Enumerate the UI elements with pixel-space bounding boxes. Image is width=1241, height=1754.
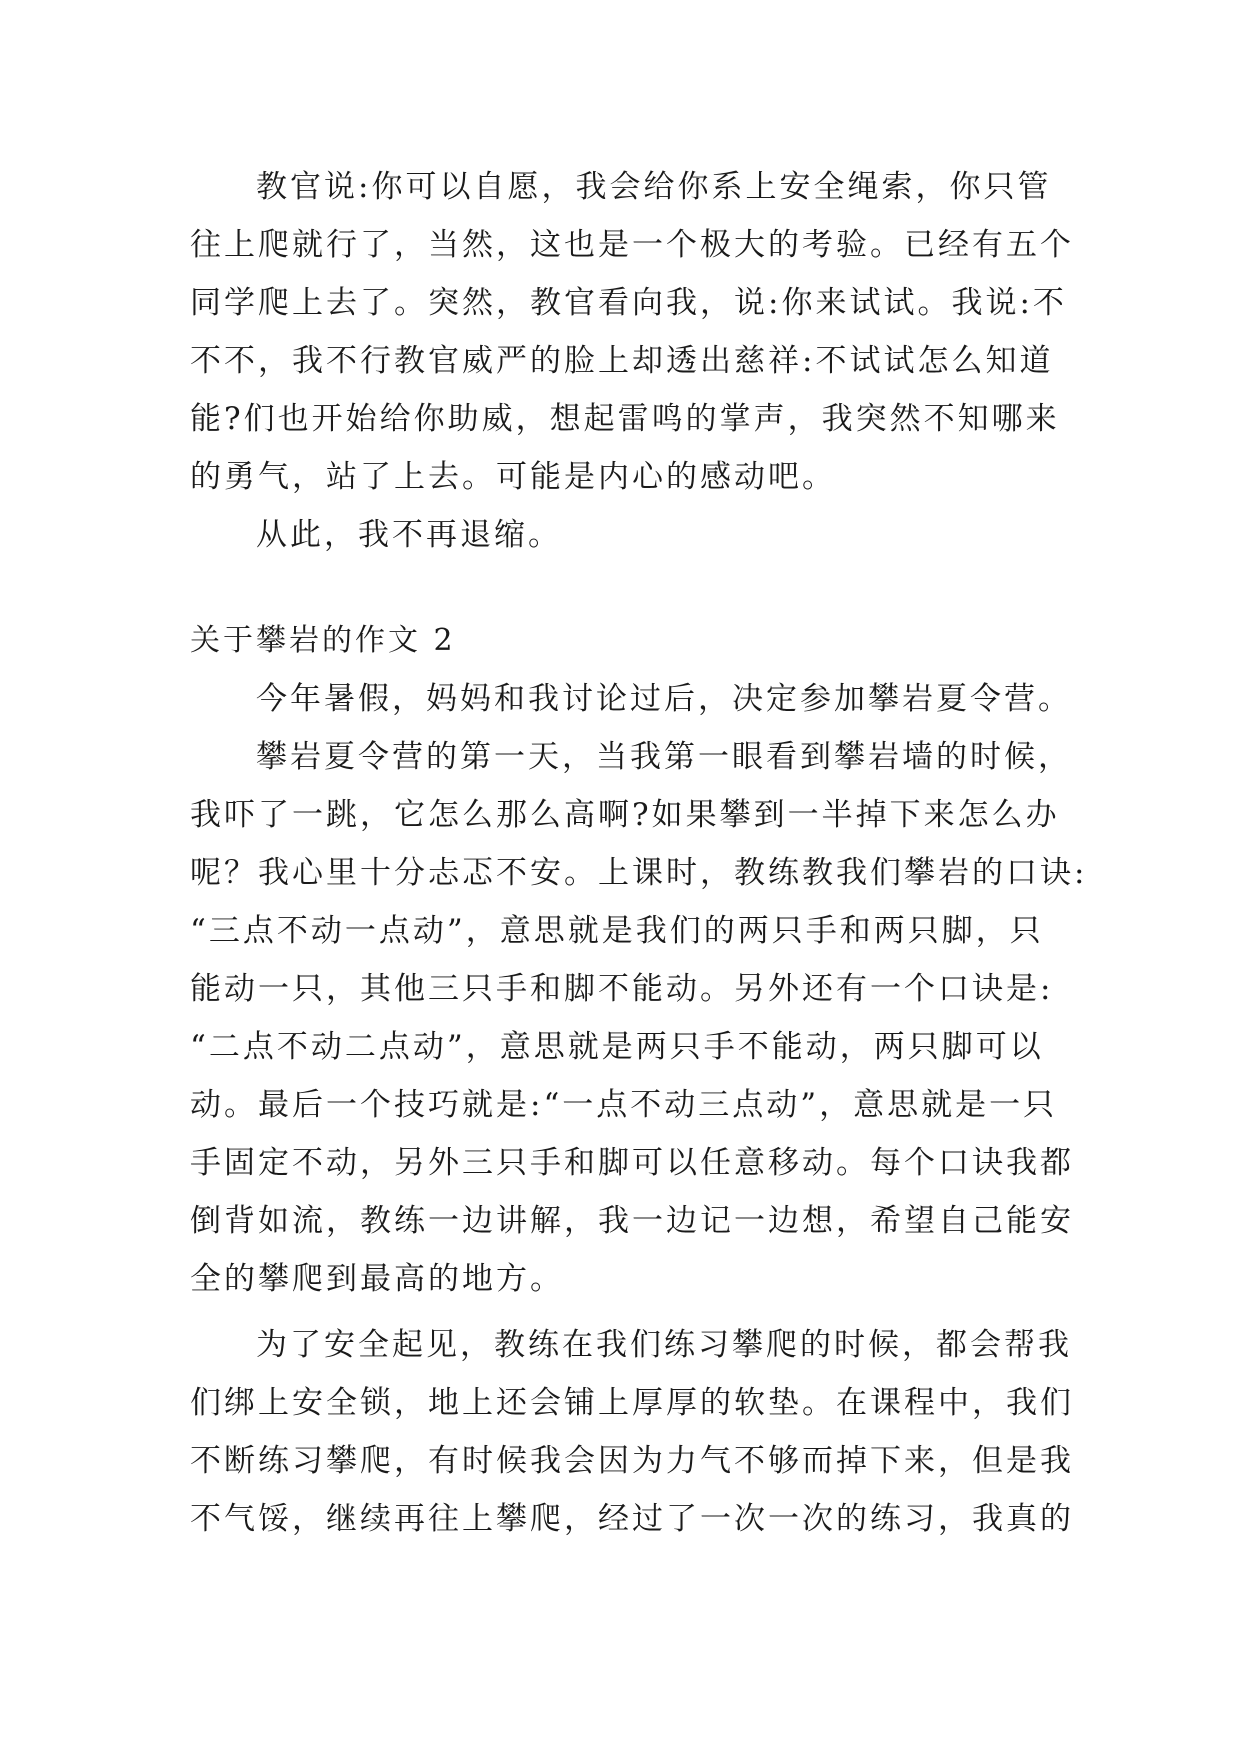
text-line: 倒背如流，教练一边讲解，我一边记一边想，希望自己能安: [190, 1203, 1074, 1239]
text-line: 呢？我心里十分忐忑不安。上课时，教练教我们攀岩的口诀:: [190, 855, 1088, 891]
text-line: “三点不动一点动”，意思就是我们的两只手和两只脚，只: [190, 913, 1044, 949]
text-line: 们绑上安全锁，地上还会铺上厚厚的软垫。在课程中，我们: [190, 1385, 1074, 1421]
paragraph: [190, 1316, 1074, 1548]
paragraph: [190, 728, 1088, 1308]
text-line: “二点不动二点动”，意思就是两只手不能动，两只脚可以: [190, 1029, 1044, 1065]
paragraph: [190, 158, 1074, 506]
paragraph: [190, 670, 1072, 728]
text-line: 不气馁，继续再往上攀爬，经过了一次一次的练习，我真的: [190, 1501, 1074, 1537]
text-line: 今年暑假，妈妈和我讨论过后，决定参加攀岩夏令营。: [256, 681, 1072, 717]
text-line: 手固定不动，另外三只手和脚可以任意移动。每个口诀我都: [190, 1145, 1074, 1181]
text-line: 从此，我不再退缩。: [256, 517, 562, 553]
text-line: 教官说:你可以自愿，我会给你系上安全绳索，你只管: [256, 169, 1052, 205]
essay-title: 关于攀岩的作文 2: [190, 623, 456, 658]
text-line: 的勇气，站了上去。可能是内心的感动吧。: [190, 459, 836, 495]
text-line: 能动一只，其他三只手和脚不能动。另外还有一个口诀是:: [190, 971, 1054, 1007]
text-line: 不不，我不行教官威严的脸上却透出慈祥:不试试怎么知道: [190, 343, 1054, 379]
text-line: 攀岩夏令营的第一天，当我第一眼看到攀岩墙的时候，: [256, 739, 1072, 775]
section-2: [190, 670, 1088, 1548]
text-line: 同学爬上去了。突然，教官看向我，说:你来试试。我说:不: [190, 285, 1067, 321]
section-title: [190, 612, 1050, 670]
text-line: 往上爬就行了，当然，这也是一个极大的考验。已经有五个: [190, 227, 1074, 263]
text-line: 为了安全起见，教练在我们练习攀爬的时候，都会帮我: [256, 1327, 1072, 1363]
text-line: 我吓了一跳，它怎么那么高啊?如果攀到一半掉下来怎么办: [190, 797, 1060, 833]
text-line: 动。最后一个技巧就是:“一点不动三点动”，意思就是一只: [190, 1087, 1058, 1123]
text-line: 全的攀爬到最高的地方。: [190, 1261, 564, 1297]
paragraph: [190, 506, 1050, 564]
text-line: 能?们也开始给你助威，想起雷鸣的掌声，我突然不知哪来: [190, 401, 1060, 437]
text-line: 不断练习攀爬，有时候我会因为力气不够而掉下来，但是我: [190, 1443, 1074, 1479]
section-1: [190, 158, 1074, 564]
